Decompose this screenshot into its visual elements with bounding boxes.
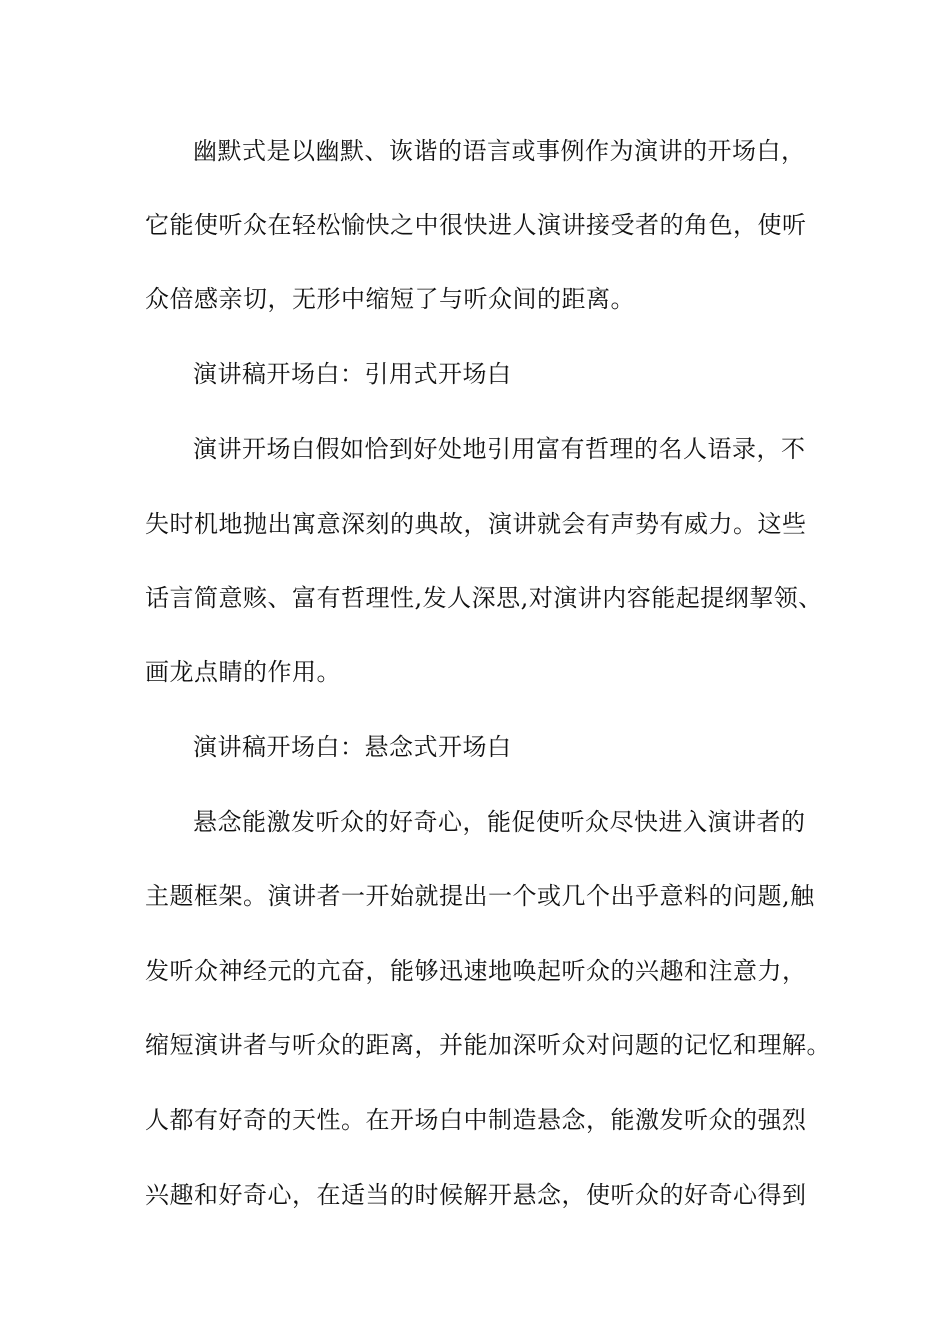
paragraph-quote-line-3: 话言简意赅、富有哲理性,发人深思,对演讲内容能起提纲挈领、 xyxy=(145,584,823,612)
paragraph-quote-line-1: 演讲开场白假如恰到好处地引用富有哲理的名人语录，不 xyxy=(193,435,806,463)
section-heading-quote: 演讲稿开场白：引用式开场白 xyxy=(193,360,512,388)
paragraph-suspense-line-6: 兴趣和好奇心，在适当的时候解开悬念，使听众的好奇心得到 xyxy=(145,1181,807,1209)
paragraph-quote-line-4: 画龙点睛的作用。 xyxy=(145,658,341,686)
paragraph-humor-line-2: 它能使听众在轻松愉快之中很快进人演讲接受者的角色，使听 xyxy=(145,211,807,239)
paragraph-suspense-line-1: 悬念能激发听众的好奇心，能促使听众尽快进入演讲者的 xyxy=(193,808,806,836)
paragraph-suspense-line-2: 主题框架。演讲者一开始就提出一个或几个出乎意料的问题,触 xyxy=(145,882,815,910)
paragraph-suspense-line-4: 缩短演讲者与听众的距离，并能加深听众对问题的记忆和理解。 xyxy=(145,1031,831,1059)
section-heading-suspense: 演讲稿开场白：悬念式开场白 xyxy=(193,733,512,761)
paragraph-suspense-line-3: 发听众神经元的亢奋，能够迅速地唤起听众的兴趣和注意力， xyxy=(145,957,807,985)
paragraph-quote-line-2: 失时机地抛出寓意深刻的典故，演讲就会有声势有威力。这些 xyxy=(145,510,807,538)
paragraph-humor-line-3: 众倍感亲切，无形中缩短了与听众间的距离。 xyxy=(145,285,635,313)
paragraph-humor-line-1: 幽默式是以幽默、诙谐的语言或事例作为演讲的开场白， xyxy=(193,137,806,165)
paragraph-suspense-line-5: 人都有好奇的天性。在开场白中制造悬念，能激发听众的强烈 xyxy=(145,1106,807,1134)
